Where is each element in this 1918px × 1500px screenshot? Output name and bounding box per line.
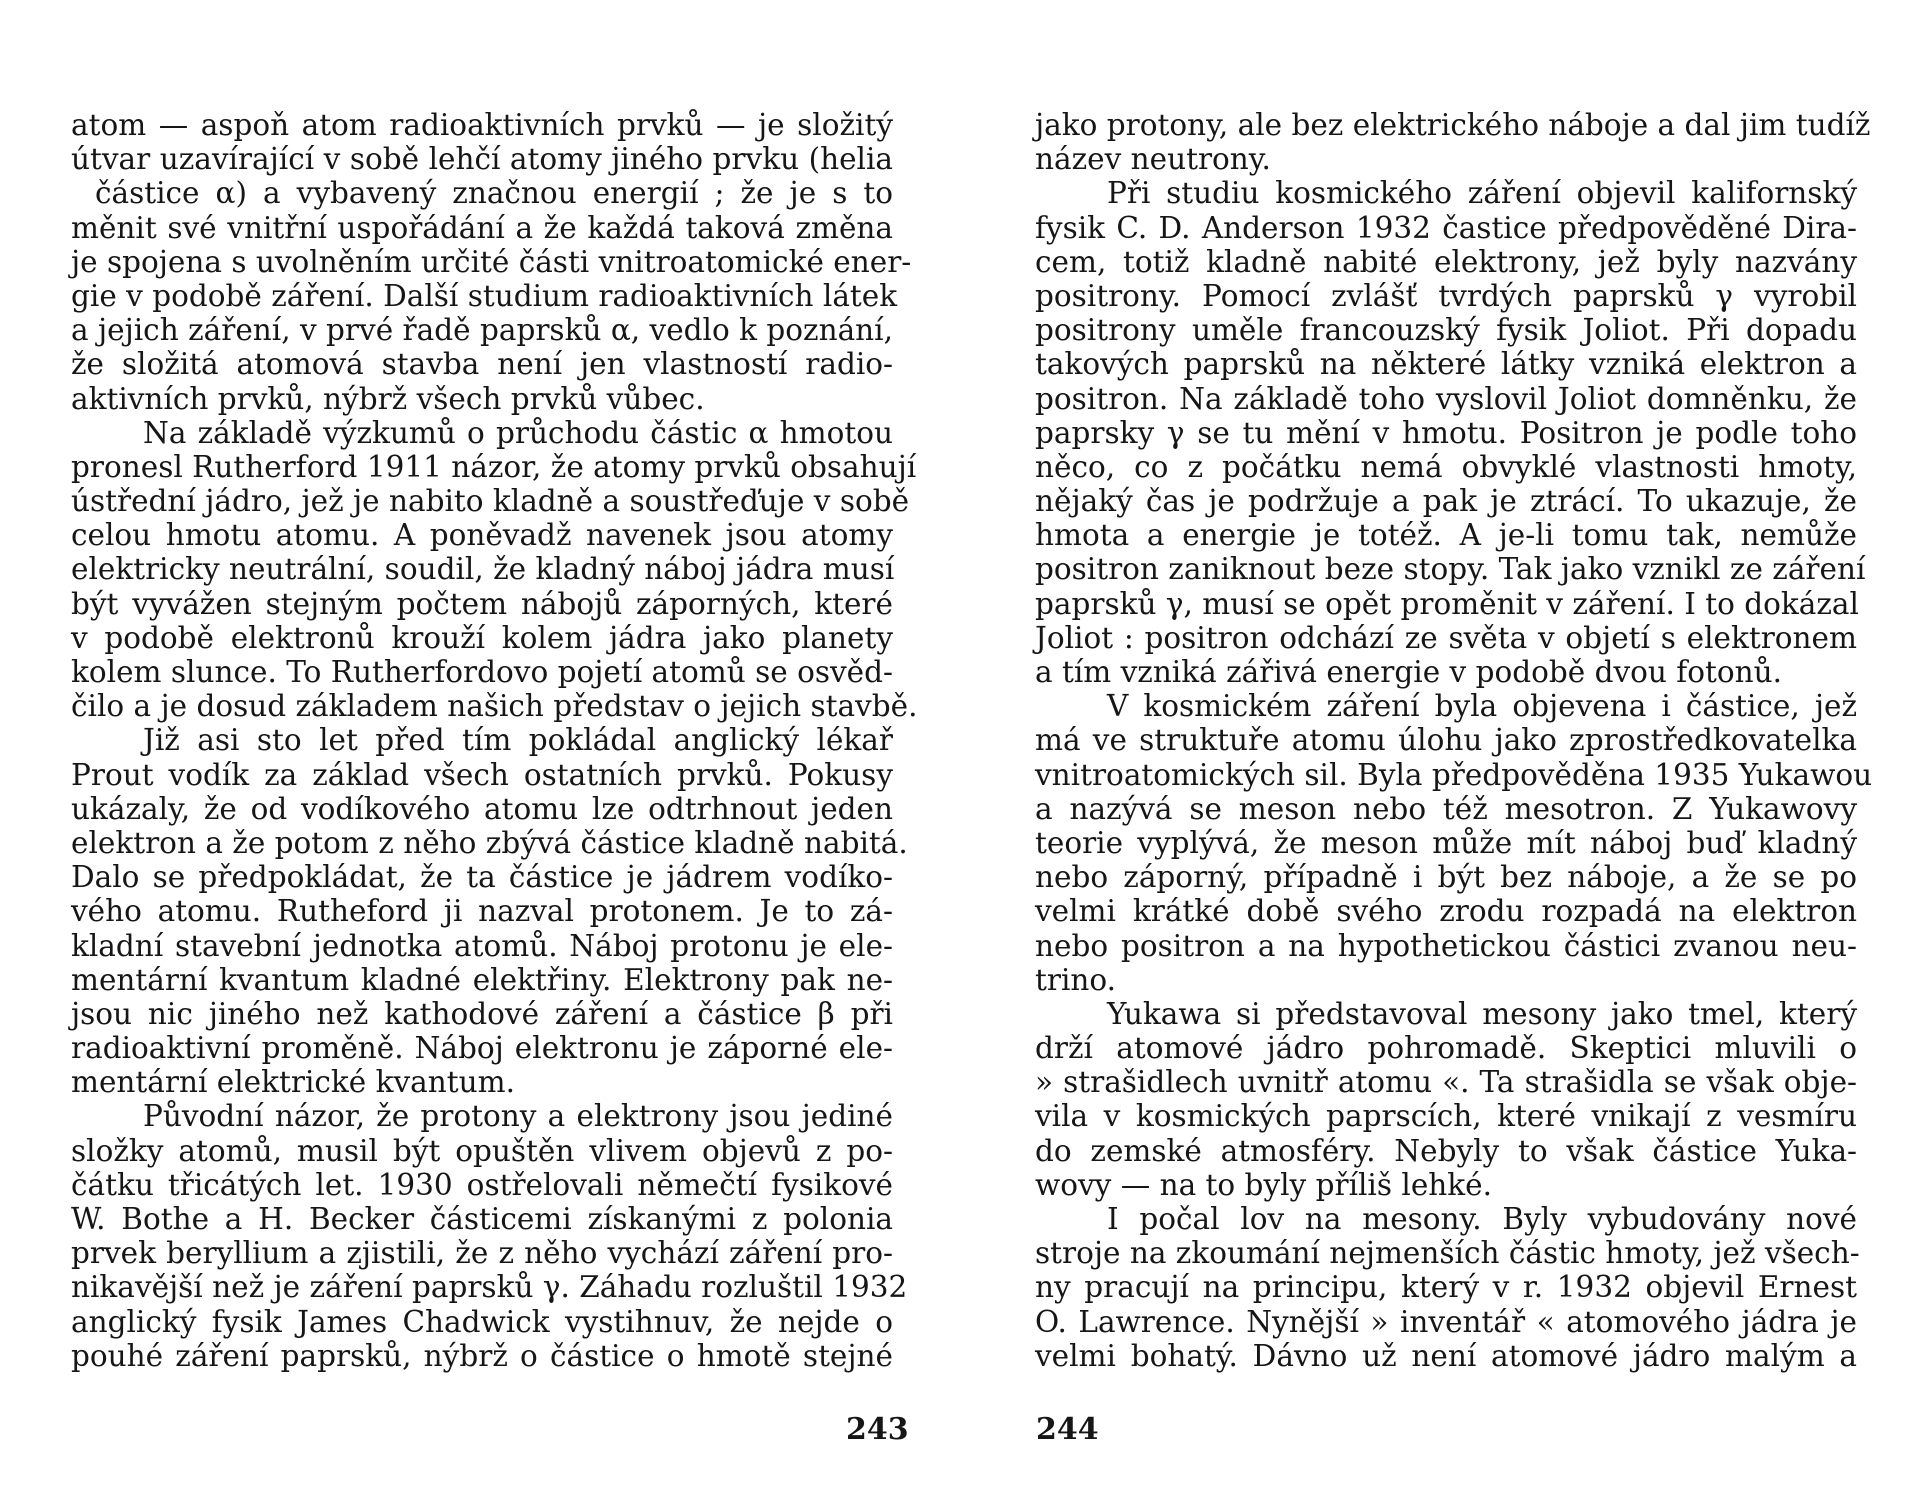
text-line: positron. Na základě toho vyslovil Joliot domněnku, že [1035,381,1857,416]
text-line: Původní názor, že protony a elektrony jsou jediné [143,1099,893,1134]
text-line: Joliot : positron odchází ze světa v objetí s elektronem [1035,620,1857,655]
text-line: velmi bohatý. Dávno už není atomové jádro malým a [1035,1338,1857,1373]
text-line: nějaký čas je podržuje a pak je ztrácí. To ukazuje, že [1035,484,1857,519]
text-line: čilo a je dosud základem našich představ o jejich stavbě. [71,689,918,724]
text-line: W. Bothe a H. Becker částicemi získanými z polonia [71,1202,893,1236]
text-line: ukázaly, že od vodíkového atomu lze odtrhnout jeden [71,791,893,826]
text-line: stroje na zkoumání nejmenších částic hmoty, jež všech- [1035,1236,1860,1271]
text-line: velmi krátké době svého zrodu rozpadá na elektron [1035,894,1857,929]
text-line: ústřední jádro, jež je nabito kladně a soustřeďuje v sobě [71,484,910,519]
text-line: radioaktivní proměně. Náboj elektronu je záporné ele- [71,1031,893,1066]
text-line: kladní stavební jednotka atomů. Náboj protonu je ele- [71,928,893,963]
text-line: paprsky γ se tu mění v hmotu. Positron je podle toho [1035,415,1857,450]
text-line: v podobě elektronů krouží kolem jádra jako planety [71,620,893,655]
page-number-left: 243 [846,1412,909,1447]
text-line: positron zaniknout beze stopy. Tak jako vznikl ze záření [1035,552,1866,587]
text-line: je spojena s uvolněním určité části vnitroatomické ener- [71,244,912,279]
text-line: jsou nic jiného než kathodové záření a částice β při [71,996,893,1031]
text-line: kolem slunce. To Rutherfordovo pojetí atomů se osvěd- [71,655,893,689]
text-line: anglický fysik James Chadwick vystihnuv, že nejde o [71,1304,893,1339]
text-line: drží atomové jádro pohromadě. Skeptici mluvili o [1035,1031,1857,1066]
text-line: jako protony, ale bez elektrického náboje a dal jim tudíž [1035,108,1871,142]
right-page-text [1035,108,1873,1373]
page-number-right: 244 [1036,1412,1099,1447]
text-line: elektron a že potom z něho zbývá částice kladně nabitá. [71,825,908,860]
text-line: do zemské atmosféry. Nebyly to však částice Yuka- [1035,1133,1857,1168]
text-line: nebo záporný, případně i být bez náboje, a že se po [1035,860,1857,895]
text-line: Dalo se předpokládat, že ta částice je jádrem vodíko- [71,860,893,895]
text-line: trino. [1035,962,1117,997]
text-line: mentární kvantum kladné elektřiny. Elektrony pak ne- [71,962,893,997]
text-line: celou hmotu atomu. A poněvadž navenek jsou atomy [71,518,893,553]
text-line: fysik C. D. Anderson 1932 častice předpověděné Dira- [1035,210,1857,245]
text-line: vila v kosmických paprscích, které vnikají z vesmíru [1035,1099,1857,1134]
left-page-text [71,108,918,1373]
text-line: aktivních prvků, nýbrž všech prvků vůbec. [71,381,705,416]
text-line: Při studiu kosmického záření objevil kalifornský [1107,176,1857,211]
text-line: pouhé záření paprsků, nýbrž o částice o hmotě stejné [71,1338,893,1373]
text-line: wovy — na to byly příliš lehké. [1035,1167,1492,1202]
text-line: vnitroatomických sil. Byla předpověděna 1935 Yukawou [1035,757,1873,792]
text-line: Prout vodík za základ všech ostatních prvků. Pokusy [71,757,893,792]
text-line: má ve struktuře atomu úlohu jako zprostředkovatelka [1035,723,1857,758]
text-line: Na základě výzkumů o průchodu částic α hmotou [143,415,893,450]
text-line: a nazývá se meson nebo též mesotron. Z Yukawovy [1035,791,1857,826]
text-line: měnit své vnitřní uspořádání a že každá taková změna [71,210,893,245]
text-line: název neutrony. [1035,142,1271,177]
text-line: elektricky neutrální, soudil, že kladný náboj jádra musí [71,552,895,587]
text-line: něco, co z počátku nemá obvyklé vlastnosti hmoty, [1035,449,1857,484]
text-line: být vyvážen stejným počtem nábojů záporných, které [71,586,893,621]
text-line: ny pracují na principu, který v r. 1932 objevil Ernest [1035,1270,1857,1305]
text-line: a tím vzniká zářivá energie v podobě dvou fotonů. [1035,655,1782,689]
text-line: mentární elektrické kvantum. [71,1065,515,1100]
text-line: takových paprsků na některé látky vzniká elektron a [1035,347,1857,382]
text-line: V kosmickém záření byla objevena i částice, jež [1107,689,1857,724]
text-line: Již asi sto let před tím pokládal anglický lékař [143,723,893,758]
text-line: nebo positron a na hypothetickou částici zvanou neu- [1035,928,1857,963]
text-line: positrony uměle francouzský fysik Joliot. Při dopadu [1035,313,1857,348]
text-line: hmota a energie je totéž. A je-li tomu tak, nemůže [1035,518,1857,553]
text-line: I počal lov na mesony. Byly vybudovány nové [1107,1202,1857,1236]
text-line: gie v podobě záření. Další studium radioaktivních látek [71,278,898,313]
text-line: čátku třicátých let. 1930 ostřelovali němečtí fysikové [71,1167,893,1202]
text-line: pronesl Rutherford 1911 názor, že atomy prvků obsahují [71,449,917,484]
text-line: útvar uzavírající v sobě lehčí atomy jiného prvku (helia [71,142,893,177]
text-line: nikavější než je záření paprsků γ. Záhadu rozluštil 1932 [71,1270,908,1305]
text-line: že složitá atomová stavba není jen vlastností radio- [71,347,893,382]
text-line: částice α) a vybavený značnou energií ; že je s to [95,176,893,211]
text-line: cem, totiž kladně nabité elektrony, jež byly nazvány [1035,244,1857,279]
text-line: positrony. Pomocí zvlášť tvrdých paprsků γ vyrobil [1035,278,1857,313]
text-line: složky atomů, musil být opuštěn vlivem objevů z po- [71,1133,893,1168]
text-line: O. Lawrence. Nynější » inventář « atomového jádra je [1035,1304,1857,1339]
text-line: Yukawa si představoval mesony jako tmel, který [1107,996,1857,1031]
text-line: prvek beryllium a zjistili, že z něho vychází záření pro- [71,1236,893,1271]
text-line: a jejich záření, v prvé řadě paprsků α, vedlo k poznání, [71,313,893,348]
text-line: vého atomu. Rutheford ji nazval protonem. Je to zá- [71,894,893,929]
text-line: » strašidlech uvnitř atomu «. Ta strašidla se však obje- [1035,1065,1857,1100]
text-line: teorie vyplývá, že meson může mít náboj buď kladný [1035,825,1857,860]
text-line: atom — aspoň atom radioaktivních prvků — je složitý [71,108,893,142]
text-line: paprsků γ, musí se opět proměnit v záření. I to dokázal [1035,586,1859,621]
